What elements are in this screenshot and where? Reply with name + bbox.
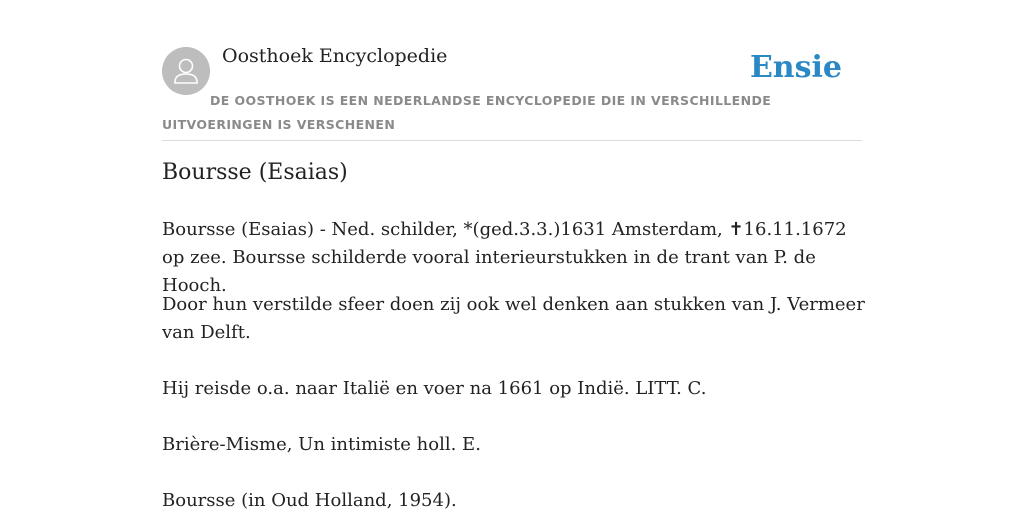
article-paragraph: Door hun verstilde sfeer doen zij ook wel denken aan stukken van J. Vermeer van Delft. — [162, 294, 865, 343]
article-paragraph: Hij reisde o.a. naar Italië en voer na 1661 op Indië. LITT. C. — [162, 378, 707, 399]
article-paragraph: Brière-Misme, Un intimiste holl. E. — [162, 434, 481, 455]
user-avatar-icon[interactable] — [162, 47, 210, 95]
source-name[interactable]: Oosthoek Encyclopedie — [222, 45, 448, 67]
article-title: Boursse (Esaias) — [162, 160, 348, 185]
source-description: DE OOSTHOEK IS EEN NEDERLANDSE ENCYCLOPEDIE DIE IN VERSCHILLENDE UITVOERINGEN IS VERSCHENEN — [162, 93, 772, 132]
page-container — [162, 0, 865, 511]
article-paragraph: Boursse (Esaias) - Ned. schilder, *(ged.3.3.)1631 Amsterdam, ✝16.11.1672 op zee. Boursse schilderde vooral interieurstukken in de trant van P. de Hooch. — [162, 219, 847, 296]
article-paragraph: Boursse (in Oud Holland, 1954). — [162, 490, 457, 511]
ensie-logo-link[interactable]: Ensie — [749, 50, 842, 85]
source-header — [162, 0, 862, 141]
